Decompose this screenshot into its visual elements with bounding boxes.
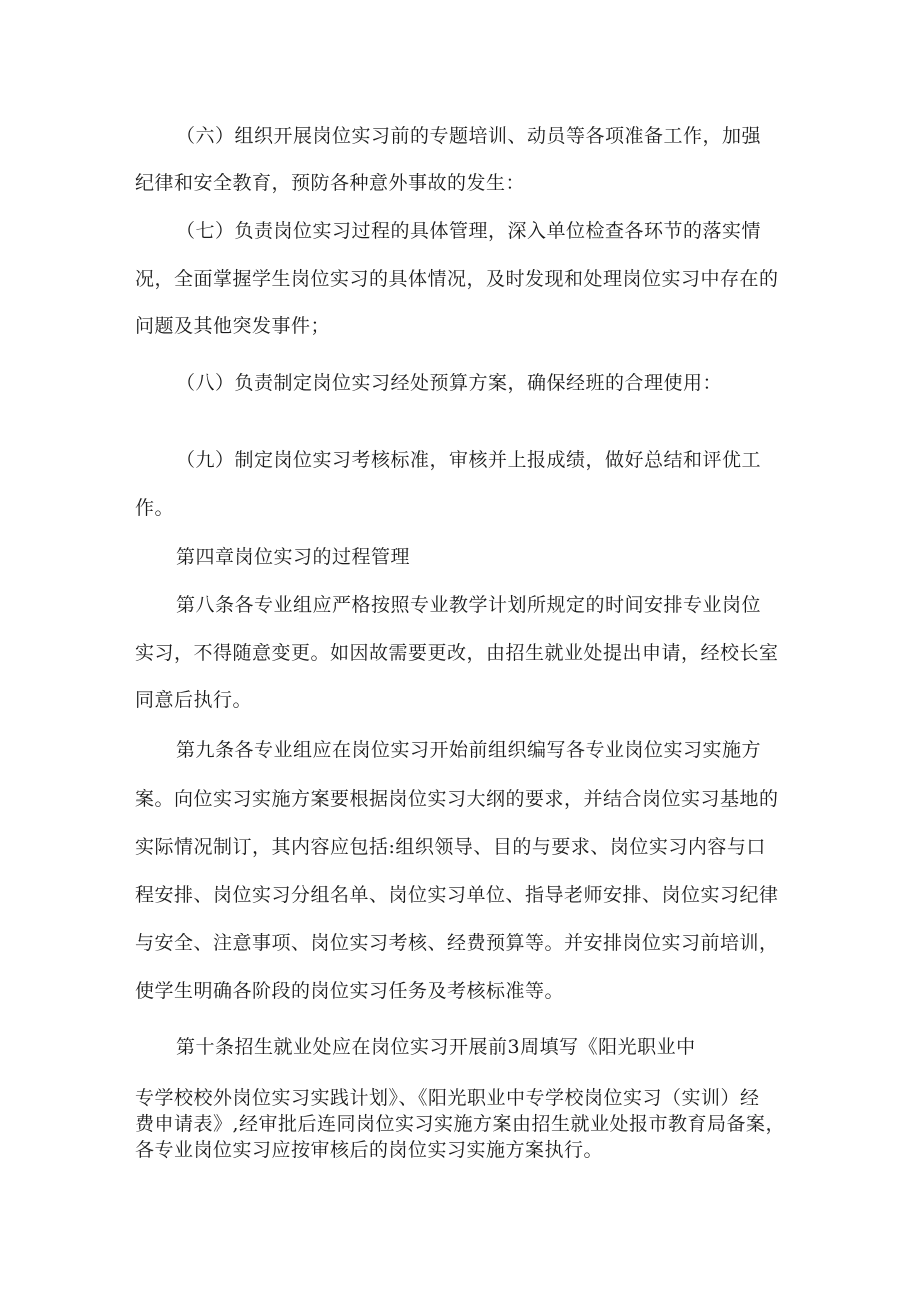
- article-8-line-3: 同意后执行。: [135, 689, 253, 711]
- item-7-line-2: 况，全面掌握学生岗位实习的具体情况，及时发现和处理岗位实习中存在的: [135, 268, 779, 290]
- article-9-line-2: 案。向位实习实施方案要根据岗位实习大纲的要求，并结合岗位实习基地的: [135, 788, 779, 810]
- article-10-line-2: 专学校校外岗位实习实践计划》、《阳光职业中专学校岗位实习（实训）经: [135, 1087, 760, 1109]
- item-9-line-2: 作。: [135, 497, 175, 519]
- article-9-line-3: 实际情况制订，其内容应包括:组织领导、目的与要求、岗位实习内容与口: [135, 836, 766, 858]
- article-9-line-1: 第九条各专业组应在岗位实习开始前组织编写各专业岗位实习实施方: [176, 739, 762, 761]
- article-9-line-4: 程安排、岗位实习分组名单、岗位实习单位、指导老师安排、岗位实习纪律: [135, 884, 779, 906]
- item-6-line-2: 纪律和安全教育，预防各种意外事故的发生：: [135, 172, 526, 194]
- article-8-line-2: 实习，不得随意变更。如因故需要更改，由招生就业处提出申请，经校长室: [135, 642, 779, 664]
- item-9-line-1: （九）制定岗位实习考核标准，审核并上报成绩，做好总结和评优工: [176, 449, 762, 471]
- article-10-line-3: 费申请表》,经审批后连同岗位实习实施方案由招生就业处报市教育局备案，: [135, 1113, 786, 1135]
- item-7-line-1: （七）负责岗位实习过程的具体管理，深入单位检查各环节的落实情: [176, 220, 762, 242]
- chapter-heading: 第四章岗位实习的过程管理: [176, 546, 411, 568]
- item-6-line-1: （六）组织开展岗位实习前的专题培训、动员等各项准备工作，加强: [176, 125, 762, 147]
- item-8-line-1: （八）负责制定岗位实习经处预算方案，确保经班的合理使用：: [176, 372, 723, 394]
- article-10-line-1: 第十条招生就业处应在岗位实习开展前3周填写《阳光职业中: [176, 1036, 696, 1058]
- article-10-line-4: 各专业岗位实习应按审核后的岗位实习实施方案执行。: [135, 1139, 604, 1161]
- item-7-line-3: 问题及其他突发事件；: [135, 315, 331, 337]
- article-9-line-6: 使学生明确各阶段的岗位实习任务及考核标准等。: [135, 980, 565, 1002]
- article-8-line-1: 第八条各专业组应严格按照专业教学计划所规定的时间安排专业岗位: [176, 594, 762, 616]
- article-9-line-5: 与安全、注意事项、岗位实习考核、经费预算等。并安排岗位实习前培训，: [135, 932, 779, 954]
